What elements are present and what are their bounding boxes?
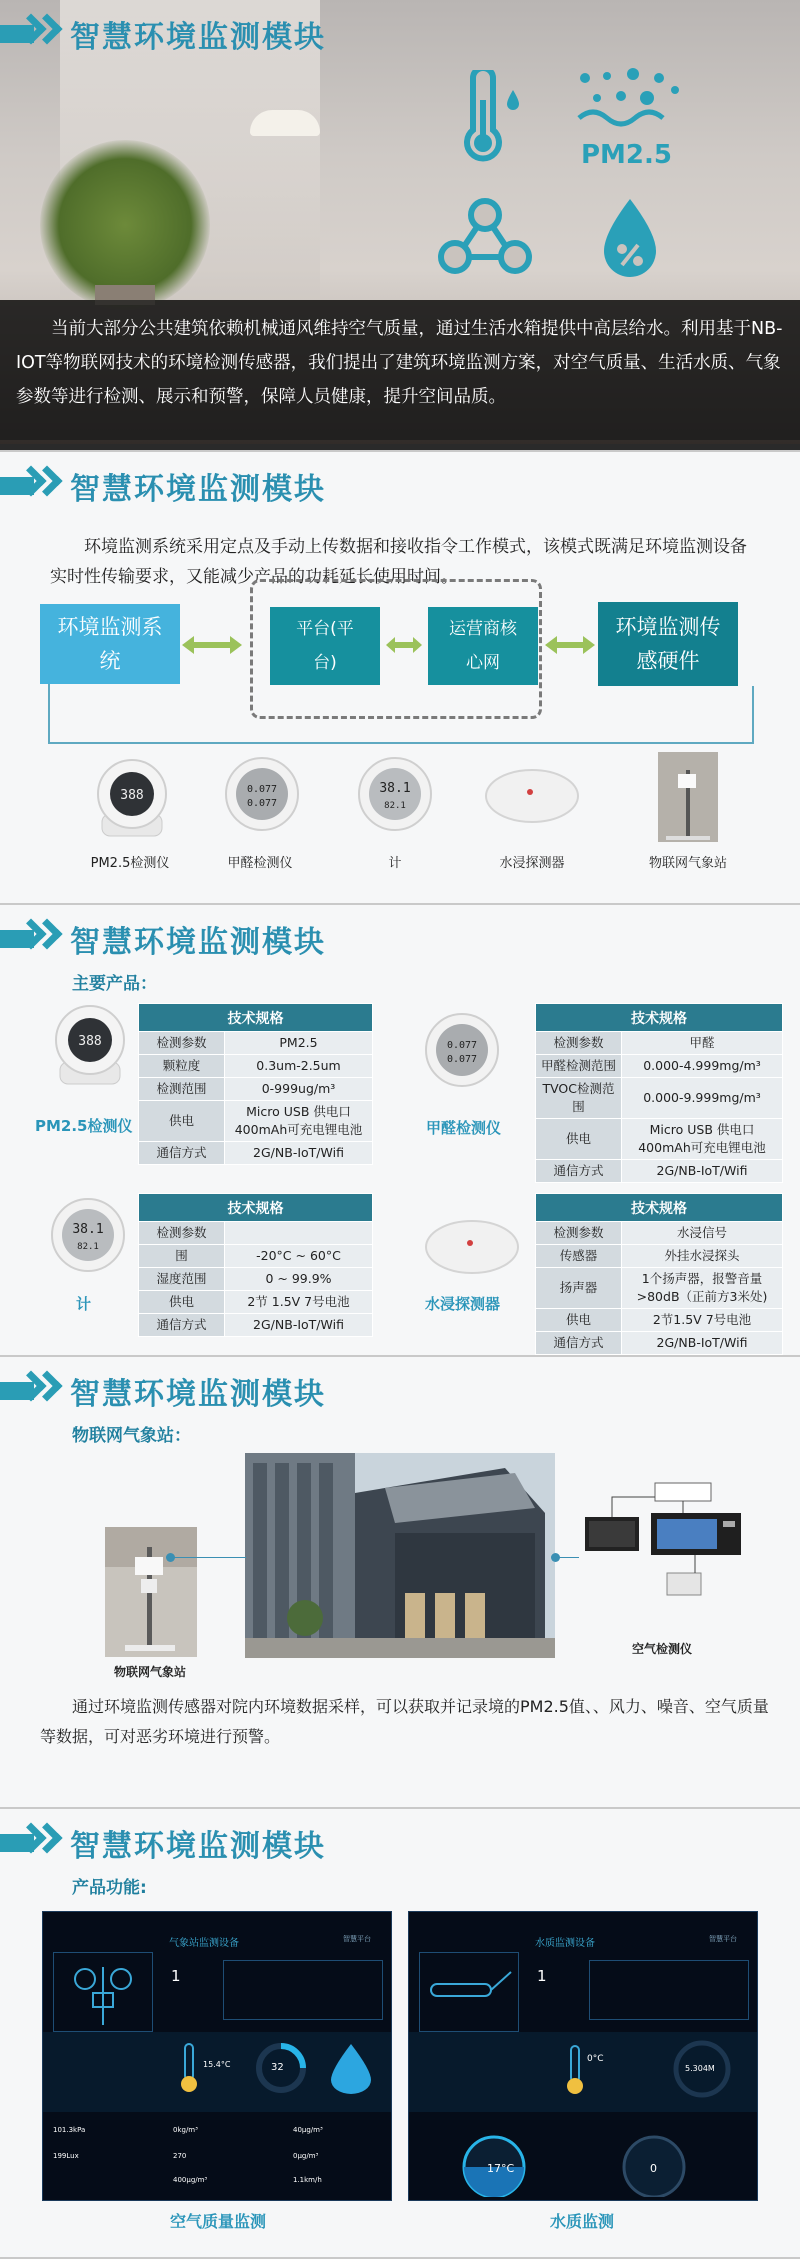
table-row — [536, 1078, 783, 1119]
table-row — [536, 1119, 783, 1160]
spec-value: 2G/NB-IoT/Wifi — [622, 1160, 783, 1183]
architecture-paragraph: 环境监测系统采用定点及手动上传数据和接收指令工作模式，该模式既满足环境监测设备实时性传输要求，又能减少产品的功耗延长使用时间。 — [50, 537, 747, 587]
detector-label: 空气检测仪 — [631, 1642, 692, 1656]
spec-value: 水浸信号 — [622, 1222, 783, 1245]
spec-key: 扬声器 — [536, 1268, 622, 1309]
device-label: 计 — [388, 856, 402, 871]
thermometer-icon — [178, 2042, 200, 2094]
spec-value: Micro USB 供电口 400mAh可充电锂电池 — [622, 1119, 783, 1160]
thermometer-icon — [455, 70, 535, 170]
table-row — [536, 1055, 783, 1078]
slide-subtitle: 主要产品： — [72, 974, 157, 994]
water-detector-image — [422, 1215, 522, 1275]
spec-key: 甲醛检测范围 — [536, 1055, 622, 1078]
product-name: 水浸探测器 — [425, 1295, 501, 1313]
pm25-device-image — [50, 1000, 130, 1090]
table-row — [536, 1332, 783, 1355]
panel-label: 空气质量监测 — [170, 2212, 267, 2231]
svg-text:388: 388 — [78, 1034, 102, 1049]
spec-table-pm25 — [138, 1003, 373, 1165]
spec-value: 2G/NB-IoT/Wifi — [225, 1142, 373, 1165]
svg-text:0.077: 0.077 — [246, 784, 278, 795]
slide-subtitle: 产品功能: — [72, 1878, 147, 1898]
table-row — [139, 1101, 373, 1142]
slide-header — [0, 1823, 326, 1863]
spec-value: 甲醛 — [622, 1032, 783, 1055]
device-label: 水浸探测器 — [499, 856, 565, 871]
thermometer-icon — [564, 2044, 586, 2096]
spec-key: 供电 — [536, 1119, 622, 1160]
spec-value: 1个扬声器，报警音量 >80dB（正前方3米处) — [622, 1268, 783, 1309]
thermometer-device-image — [48, 1195, 128, 1275]
slide-title: 智慧环境监测模块 — [70, 472, 326, 507]
spec-table-formaldehyde — [535, 1003, 783, 1183]
spec-header: 技术规格 — [536, 1194, 783, 1222]
table-row — [536, 1268, 783, 1309]
slide-architecture — [0, 452, 800, 905]
slide-weather-station — [0, 1357, 800, 1809]
spec-table-water — [535, 1193, 783, 1355]
header-chevron-icon — [0, 1371, 64, 1411]
spec-key: 通信方式 — [536, 1332, 622, 1355]
building-photo — [245, 1453, 555, 1658]
table-row — [536, 1032, 783, 1055]
spec-value: 0-999ug/m³ — [225, 1078, 373, 1101]
spec-key: 围 — [139, 1245, 225, 1268]
spec-key: TVOC检测范围 — [536, 1078, 622, 1119]
molecule-icon — [435, 195, 535, 280]
spec-key: 检测范围 — [139, 1078, 225, 1101]
svg-text:0.077: 0.077 — [246, 798, 278, 809]
header-chevron-icon — [0, 919, 64, 959]
formaldehyde-device-image — [422, 1010, 502, 1090]
spec-value: 2G/NB-IoT/Wifi — [622, 1332, 783, 1355]
spec-header: 技术规格 — [536, 1004, 783, 1032]
spec-key: 供电 — [139, 1291, 225, 1314]
svg-text:PM2.5: PM2.5 — [581, 140, 672, 170]
spec-value: 0.000-9.999mg/m³ — [622, 1078, 783, 1119]
product-name: 计 — [76, 1295, 92, 1313]
spec-value: PM2.5 — [225, 1032, 373, 1055]
spec-key: 检测参数 — [536, 1222, 622, 1245]
weather-station-image — [658, 752, 718, 842]
spec-key: 供电 — [536, 1309, 622, 1332]
double-arrow-icon — [182, 634, 242, 656]
header-chevron-icon — [0, 14, 64, 54]
flow-box-system: 环境监测系统 — [40, 604, 180, 684]
table-row — [139, 1245, 373, 1268]
spec-table-thermo — [138, 1193, 373, 1337]
pm25-icon — [575, 68, 685, 173]
spec-key: 通信方式 — [536, 1160, 622, 1183]
spec-value: 0 ~ 99.9% — [225, 1268, 373, 1291]
double-arrow-icon — [386, 636, 422, 654]
slide-subtitle: 物联网气象站： — [72, 1426, 191, 1446]
svg-text:82.1: 82.1 — [384, 801, 406, 811]
slide-title: 智慧环境监测模块 — [70, 20, 326, 55]
weather-paragraph: 通过环境监测传感器对院内环境数据采样，可以获取并记录境的PM2.5值、、风力、噪音、空气质量等数据，可对恶劣环境进行预警。 — [40, 1697, 769, 1746]
table-row — [536, 1222, 783, 1245]
flow-box-platform: 平台(平台) — [270, 607, 380, 685]
svg-text:38.1: 38.1 — [379, 781, 411, 796]
flow-box-core-network: 运营商核心网 — [428, 607, 538, 685]
station-label: 物联网气象站 — [113, 1665, 186, 1679]
weather-station-image — [105, 1527, 197, 1657]
formaldehyde-device-image — [222, 754, 302, 834]
table-row — [139, 1222, 373, 1245]
spec-key: 供电 — [139, 1101, 225, 1142]
spec-value: 2节 1.5V 7号电池 — [225, 1291, 373, 1314]
spec-key: 检测参数 — [536, 1032, 622, 1055]
panel-label: 水质监测 — [550, 2212, 615, 2231]
spec-key: 颗粒度 — [139, 1055, 225, 1078]
spec-value: 0.000-4.999mg/m³ — [622, 1055, 783, 1078]
slide-products — [0, 905, 800, 1357]
device-label: PM2.5检测仪 — [90, 856, 170, 871]
air-detector-image — [575, 1477, 755, 1627]
spec-value: 2G/NB-IoT/Wifi — [225, 1314, 373, 1337]
spec-value: 0.3um-2.5um — [225, 1055, 373, 1078]
weather-station-icon — [63, 1957, 143, 2027]
flow-box-hardware: 环境监测传感硬件 — [598, 602, 738, 686]
spec-value: -20°C ~ 60°C — [225, 1245, 373, 1268]
table-row — [139, 1032, 373, 1055]
table-row — [536, 1245, 783, 1268]
water-detector-image — [482, 764, 582, 824]
table-row — [139, 1055, 373, 1078]
table-row — [139, 1078, 373, 1101]
table-row — [536, 1309, 783, 1332]
device-label: 物联网气象站 — [648, 856, 727, 871]
spec-value: 2节1.5V 7号电池 — [622, 1309, 783, 1332]
water-drop-icon — [600, 195, 660, 280]
spec-header: 技术规格 — [139, 1004, 373, 1032]
background-lamp — [250, 110, 320, 136]
slide-header — [0, 919, 326, 959]
slide-header — [0, 1371, 326, 1411]
slide-title: 智慧环境监测模块 — [70, 1829, 326, 1864]
water-quality-dashboard: 水质监测设备 智慧平台 1 0°C 5.304M 17°C 0 — [408, 1911, 758, 2201]
svg-text:38.1: 38.1 — [72, 1222, 104, 1237]
spec-key: 检测参数 — [139, 1032, 225, 1055]
slide-header — [0, 14, 326, 54]
spec-key: 通信方式 — [139, 1314, 225, 1337]
svg-text:388: 388 — [120, 788, 144, 803]
intro-caption: 当前大部分公共建筑依赖机械通风维持空气质量，通过生活水箱提供中高层给水。利用基于NB-IOT等物联网技术的环境检测传感器，我们提出了建筑环境监测方案，对空气质量、生活水质、气象参数等进行检测、展示和预警，保障人员健康，提升空间品质。 — [0, 300, 800, 440]
spec-key: 通信方式 — [139, 1142, 225, 1165]
device-label: 甲醛检测仪 — [227, 856, 293, 871]
thermometer-device-image — [355, 754, 435, 834]
spec-value: 外挂水浸探头 — [622, 1245, 783, 1268]
table-row — [139, 1314, 373, 1337]
header-chevron-icon — [0, 466, 64, 506]
slide-title: 智慧环境监测模块 — [70, 925, 326, 960]
spec-value: Micro USB 供电口 400mAh可充电锂电池 — [225, 1101, 373, 1142]
double-arrow-icon — [545, 634, 595, 656]
table-row — [536, 1160, 783, 1183]
svg-text:82.1: 82.1 — [77, 1242, 99, 1252]
table-row — [139, 1268, 373, 1291]
table-row — [139, 1142, 373, 1165]
slide-title: 智慧环境监测模块 — [70, 1377, 326, 1412]
water-sensor-icon — [427, 1962, 513, 2022]
product-name: PM2.5检测仪 — [35, 1117, 133, 1135]
pm25-device-image — [92, 754, 172, 844]
spec-key: 传感器 — [536, 1245, 622, 1268]
svg-text:0.077: 0.077 — [446, 1054, 478, 1065]
slide-features — [0, 1809, 800, 2259]
product-name: 甲醛检测仪 — [426, 1119, 502, 1137]
slide-intro — [0, 0, 800, 452]
spec-key: 湿度范围 — [139, 1268, 225, 1291]
air-quality-dashboard: 气象站监测设备 智慧平台 1 15.4°C 32 101.3kPa 0kg/m³ 40μg/m³ 199Lux 270 0μg/m³ 400μg/m³ 1.1km/h — [42, 1911, 392, 2201]
table-row — [139, 1291, 373, 1314]
slide-header — [0, 466, 326, 506]
svg-text:0.077: 0.077 — [446, 1040, 478, 1051]
water-drop-icon — [328, 2040, 374, 2096]
spec-key: 检测参数 — [139, 1222, 225, 1245]
spec-header: 技术规格 — [139, 1194, 373, 1222]
header-chevron-icon — [0, 1823, 64, 1863]
spec-value — [225, 1222, 373, 1245]
